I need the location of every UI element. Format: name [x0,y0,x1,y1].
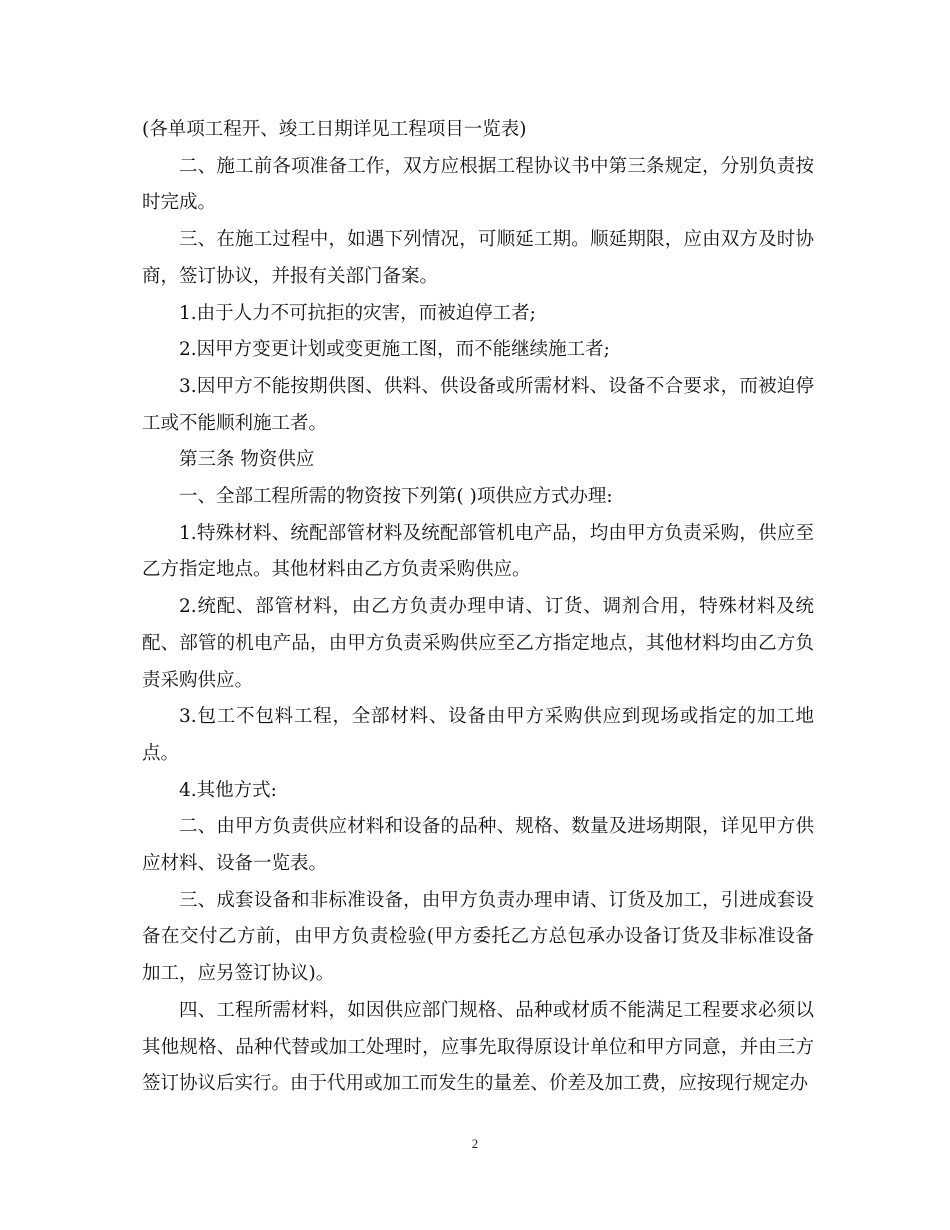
paragraph-supply-option-2: 2.统配、部管材料，由乙方负责办理申请、订货、调剂合用，特殊材料及统配、部管的机电产品，由甲方负责采购供应至乙方指定地点，其他材料均由乙方负责采购供应。 [142,596,814,691]
paragraph-client-supply: 二、由甲方负责供应材料和设备的品种、规格、数量及进场期限，详见甲方供应材料、设备一览表。 [142,816,814,875]
paragraph-extension-item-3: 3.因甲方不能按期供图、供料、供设备或所需材料、设备不合要求，而被迫停工或不能顺利施工者。 [142,375,814,434]
paragraph-extension-item-1: 1.由于人力不可抗拒的灾害，而被迫停工者; [179,302,536,324]
paragraph-equipment: 三、成套设备和非标准设备，由甲方负责办理申请、订货及加工，引进成套设备在交付乙方前，由甲方负责检验(甲方委托乙方总包承办设备订货及非标准设备加工，应另签订协议)。 [142,889,814,985]
paragraph-supply-option-3: 3.包工不包料工程，全部材料、设备由甲方采购供应到现场或指定的加工地点。 [142,706,814,764]
document-body [142,112,814,1103]
paragraph-extension: 三、在施工过程中，如遇下列情况，可顺延工期。顺延期限，应由双方及时协商，签订协议，并报有关部门备案。 [142,229,814,287]
section-heading-supply: 第三条 物资供应 [179,449,315,471]
paragraph-supply-option-4: 4.其他方式: [179,779,277,801]
paragraph-schedule-note: (各单项工程开、竣工日期详见工程项目一览表) [142,119,527,140]
page-number: 2 [471,1136,479,1151]
paragraph-supply-method: 一、全部工程所需的物资按下列第( )项供应方式办理: [179,486,613,508]
paragraph-extension-item-2: 2.因甲方变更计划或变更施工图，而不能继续施工者; [179,339,610,361]
paragraph-supply-option-1: 1.特殊材料、统配部管材料及统配部管机电产品，均由甲方负责采购，供应至乙方指定地点。其他材料由乙方负责采购供应。 [142,522,814,581]
paragraph-material-substitution: 四、工程所需材料，如因供应部门规格、品种或材质不能满足工程要求必须以其他规格、品种代替或加工处理时，应事先取得原设计单位和甲方同意，并由三方签订协议后实行。由于代用或加工而发生的量差、价差及加工费，应按现行规定办 [142,999,814,1095]
paragraph-preparation: 二、施工前各项准备工作，双方应根据工程协议书中第三条规定，分别负责按时完成。 [142,155,814,214]
